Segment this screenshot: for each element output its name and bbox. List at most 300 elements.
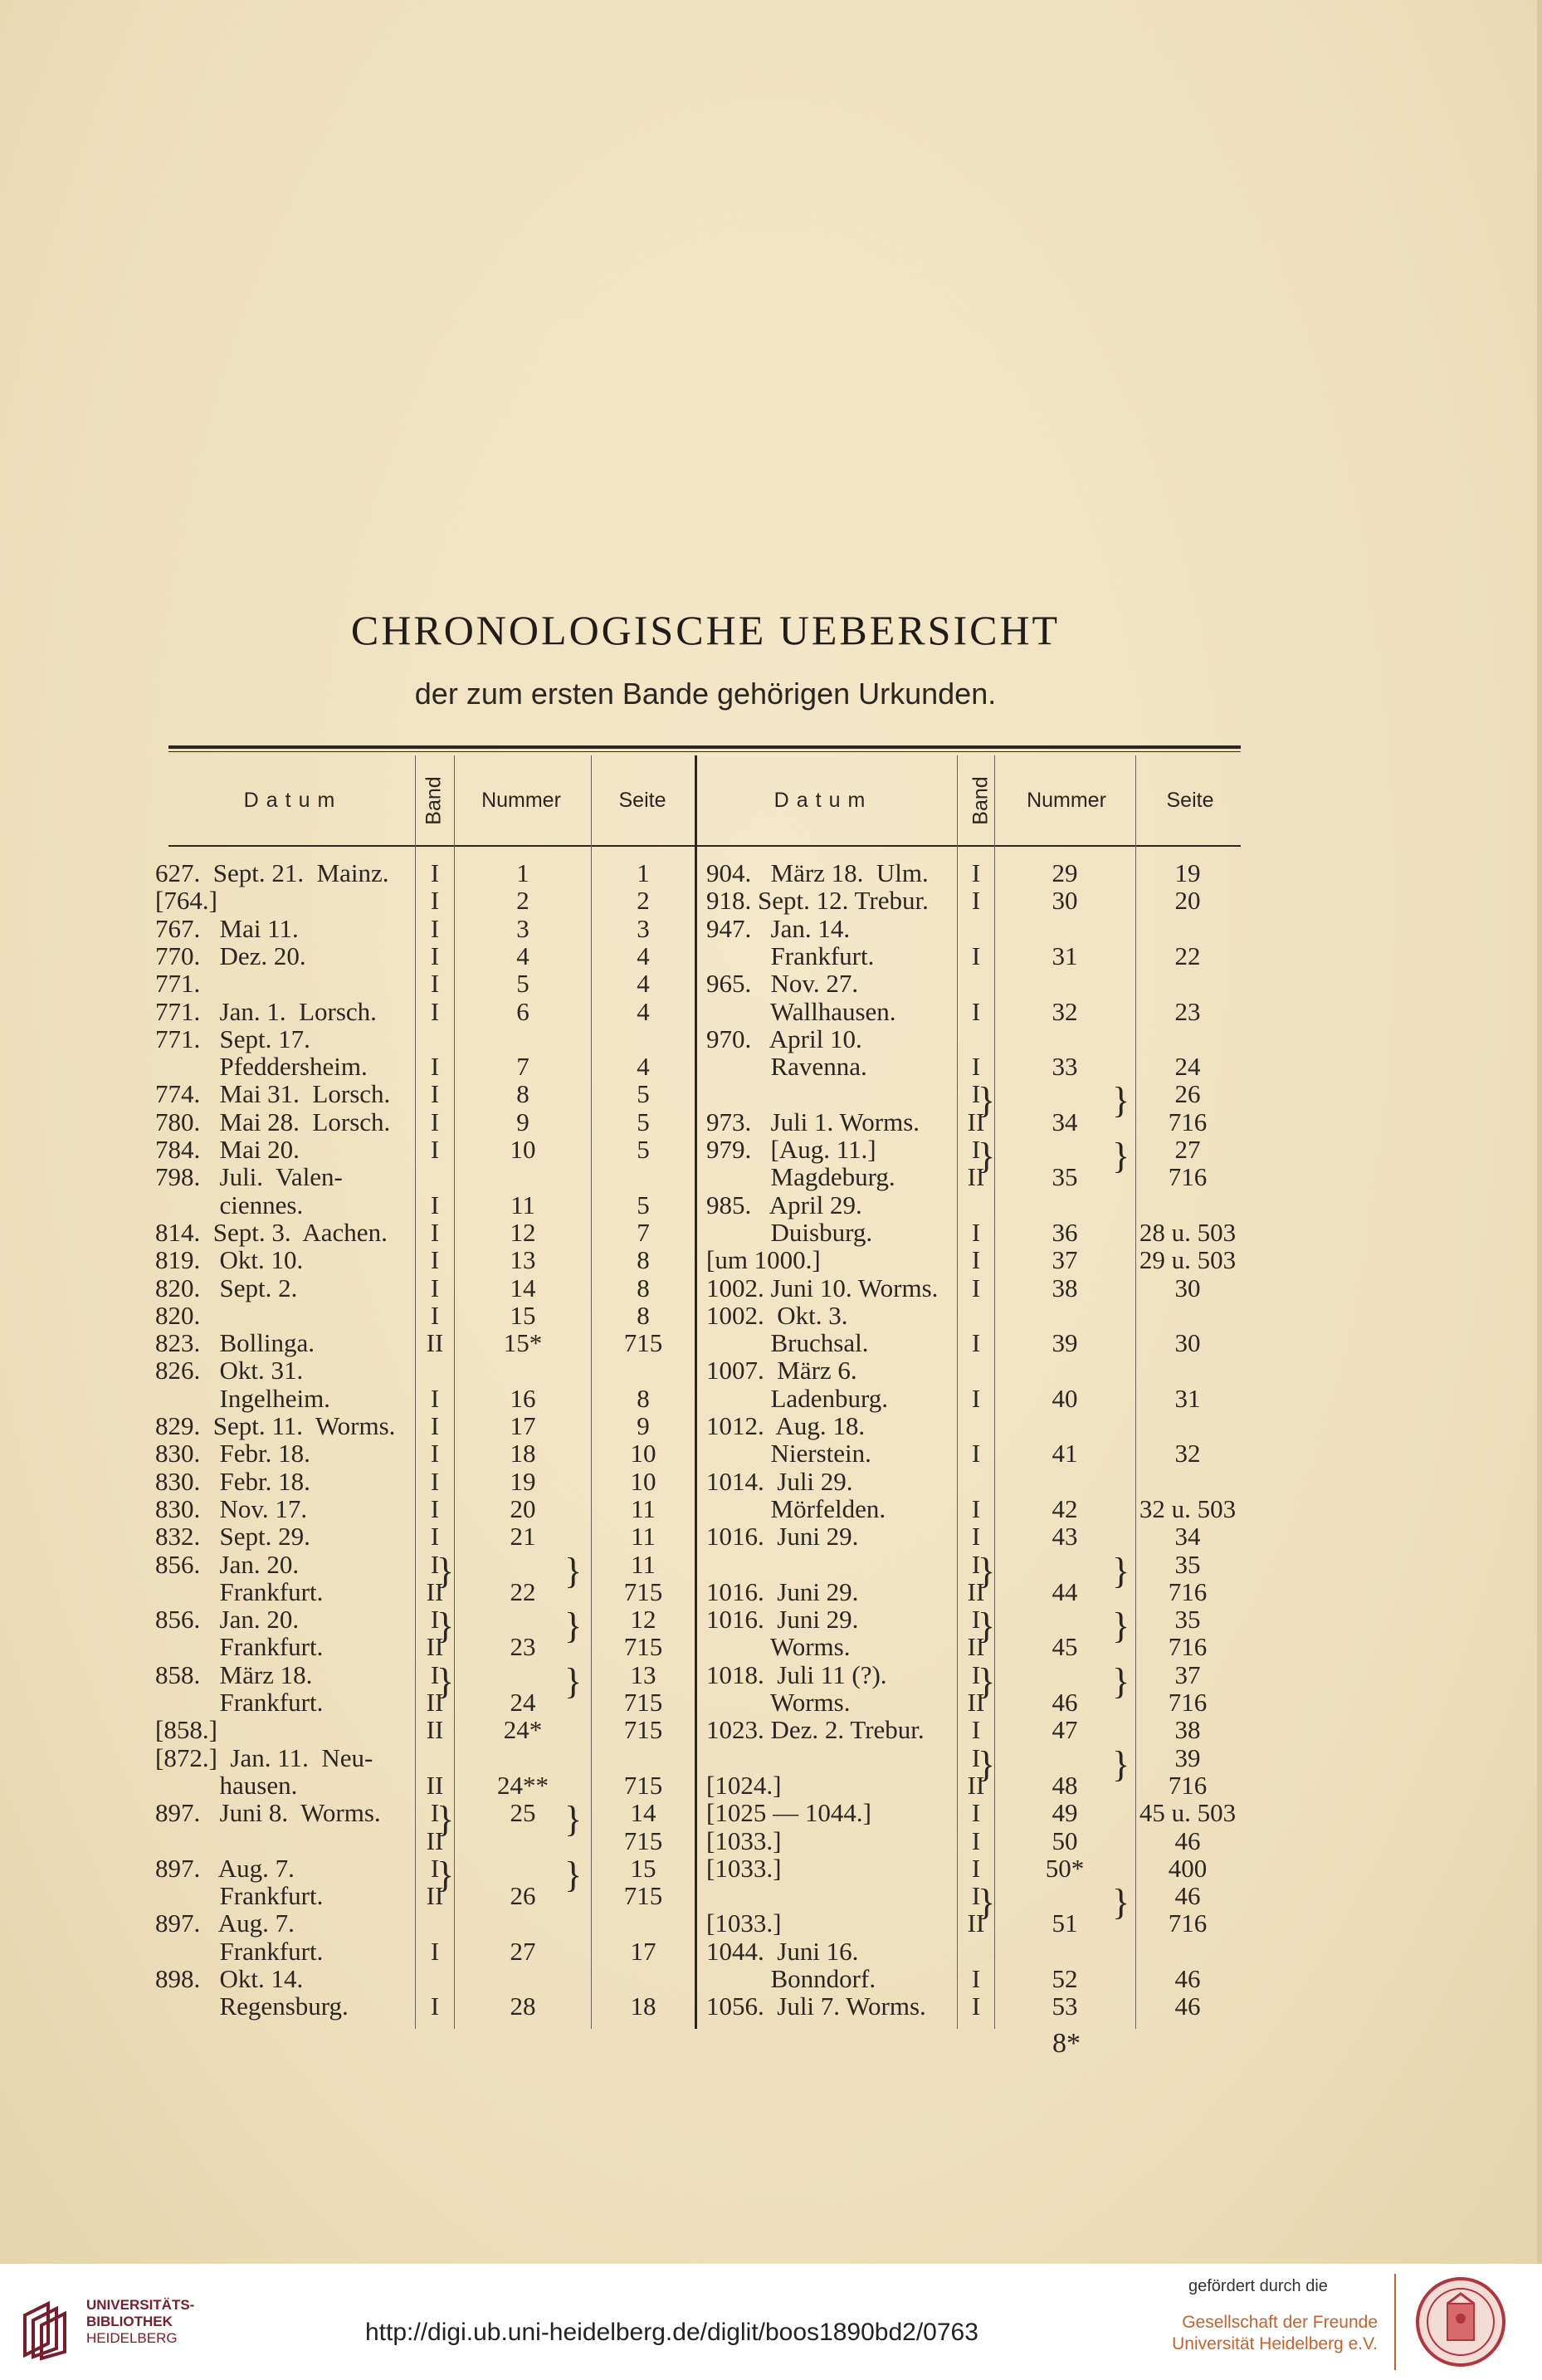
datum-cell: 1018. Juli 11 (?). (706, 1659, 887, 1689)
band-cell: II (426, 1632, 444, 1662)
datum-cell: 814. Sept. 3. Aachen. (155, 1217, 388, 1247)
datum-cell: 898. Okt. 14. (155, 1964, 304, 1993)
nummer-cell: 16 (510, 1383, 536, 1413)
grouping-brace: } (437, 1605, 455, 1647)
band-cell: I (971, 1135, 981, 1164)
datum-cell: [1033.] (706, 1853, 782, 1883)
header-seite-left: Seite (618, 789, 666, 812)
datum-cell: 819. Okt. 10. (155, 1245, 304, 1275)
datum-cell: 771. Jan. 1. Lorsch. (155, 996, 377, 1026)
datum-cell: 973. Juli 1. Worms. (706, 1107, 920, 1136)
seite-cell: 715 (623, 1576, 663, 1606)
seite-cell: 34 (1174, 1522, 1201, 1552)
page-number: 8* (1052, 2028, 1081, 2059)
grouping-brace: } (978, 1882, 996, 1923)
datum-cell: 1016. Juni 29. (706, 1522, 859, 1552)
datum-cell: 1016. Juni 29. (706, 1605, 859, 1635)
nummer-cell: 42 (1052, 1493, 1078, 1523)
band-cell: I (971, 1742, 981, 1772)
seite-cell: 5 (637, 1079, 650, 1109)
band-cell: I (430, 886, 440, 916)
nummer-cell: 13 (510, 1245, 536, 1275)
band-cell: I (971, 1245, 981, 1275)
datum-cell: 1016. Juni 29. (706, 1576, 859, 1606)
nummer-cell: 18 (510, 1439, 536, 1469)
datum-cell: 832. Sept. 29. (155, 1522, 310, 1552)
datum-cell: 856. Jan. 20. (155, 1605, 300, 1635)
datum-cell: Magdeburg. (706, 1162, 895, 1192)
grouping-brace: } (1112, 1550, 1130, 1591)
seite-cell: 4 (637, 996, 650, 1026)
grouping-brace: } (978, 1605, 996, 1647)
datum-cell: 897. Aug. 7. (155, 1908, 295, 1938)
band-cell: I (430, 913, 440, 943)
grouping-brace: } (1112, 1605, 1130, 1647)
datum-cell: Ravenna. (706, 1052, 867, 1082)
band-cell: I (430, 1522, 440, 1552)
library-logo-icon (15, 2297, 80, 2362)
grouping-brace: } (978, 1080, 996, 1122)
band-cell: I (430, 1493, 440, 1523)
band-cell: I (430, 858, 440, 887)
seite-cell: 8 (637, 1383, 650, 1413)
seite-cell: 22 (1174, 941, 1201, 970)
nummer-cell: 53 (1052, 1991, 1078, 2021)
seite-cell: 11 (631, 1522, 656, 1552)
band-cell: I (430, 1853, 440, 1883)
nummer-cell: 10 (510, 1135, 536, 1164)
nummer-cell: 23 (510, 1632, 536, 1662)
datum-cell: Frankfurt. (155, 1576, 324, 1606)
nummer-cell: 29 (1052, 858, 1078, 887)
page-subtitle: der zum ersten Bande gehörigen Urkunden. (414, 677, 997, 711)
datum-cell: 823. Bollinga. (155, 1328, 315, 1358)
seite-cell: 715 (623, 1881, 663, 1911)
seite-cell: 716 (1168, 1576, 1208, 1606)
datum-cell: 904. März 18. Ulm. (706, 858, 929, 887)
datum-cell: Duisburg. (706, 1217, 873, 1247)
datum-cell: Bonndorf. (706, 1964, 876, 1993)
seite-cell: 31 (1174, 1383, 1201, 1413)
nummer-cell: 21 (510, 1522, 536, 1552)
band-cell: I (971, 1964, 981, 1993)
sponsor-divider (1394, 2274, 1396, 2370)
nummer-cell: 52 (1052, 1964, 1078, 1993)
datum-cell: 1044. Juni 16. (706, 1936, 859, 1966)
seite-cell: 45 u. 503 (1139, 1798, 1237, 1828)
seite-cell: 3 (637, 913, 650, 943)
nummer-cell: 43 (1052, 1522, 1078, 1552)
header-seite-right: Seite (1166, 789, 1214, 812)
datum-cell: 780. Mai 28. Lorsch. (155, 1107, 391, 1136)
grouping-brace: } (437, 1799, 455, 1840)
band-cell: II (967, 1162, 985, 1192)
band-cell: I (971, 996, 981, 1026)
seite-cell: 400 (1168, 1853, 1208, 1883)
datum-cell: 826. Okt. 31. (155, 1356, 304, 1385)
datum-cell: 771. Sept. 17. (155, 1024, 310, 1053)
seite-cell: 1 (637, 858, 650, 887)
nummer-cell: 1 (516, 858, 529, 887)
nummer-cell: 41 (1052, 1439, 1078, 1469)
band-cell: I (430, 1659, 440, 1689)
seite-cell: 24 (1174, 1052, 1201, 1082)
band-cell: I (971, 1522, 981, 1552)
datum-cell: 965. Nov. 27. (706, 969, 859, 999)
seite-cell: 8 (637, 1245, 650, 1275)
seite-cell: 20 (1174, 886, 1201, 916)
nummer-cell: 47 (1052, 1715, 1078, 1745)
seite-cell: 32 u. 503 (1139, 1493, 1237, 1523)
band-cell: II (967, 1576, 985, 1606)
seite-cell: 39 (1174, 1742, 1201, 1772)
sponsor-name[interactable] (1154, 2312, 1378, 2355)
grouping-brace: } (1112, 1882, 1130, 1923)
band-cell: I (971, 1052, 981, 1082)
header-datum-right: Datum (773, 789, 873, 812)
datum-cell: 1002. Juni 10. Worms. (706, 1273, 939, 1302)
grouping-brace: } (978, 1136, 996, 1176)
library-name-line1: UNIVERSITÄTS- (86, 2297, 195, 2313)
seite-cell: 46 (1174, 1964, 1201, 1993)
band-cell: II (426, 1715, 444, 1745)
datum-cell: 979. [Aug. 11.] (706, 1135, 876, 1164)
band-cell: I (971, 1825, 981, 1855)
seite-cell: 28 u. 503 (1139, 1217, 1237, 1247)
seite-cell: 17 (630, 1936, 656, 1966)
datum-cell: [um 1000.] (706, 1245, 821, 1275)
seite-cell: 715 (623, 1328, 663, 1358)
nummer-cell: 15* (503, 1328, 543, 1358)
band-cell: II (426, 1576, 444, 1606)
band-cell: II (426, 1770, 444, 1800)
grouping-brace: } (1112, 1080, 1130, 1122)
seite-cell: 30 (1174, 1273, 1201, 1302)
datum-cell: [872.] Jan. 11. Neu- (155, 1742, 373, 1772)
seite-cell: 716 (1168, 1770, 1208, 1800)
nummer-cell: 27 (510, 1936, 536, 1966)
datum-cell: 830. Febr. 18. (155, 1439, 310, 1469)
nummer-cell: 51 (1052, 1908, 1078, 1938)
seite-cell: 4 (637, 1052, 650, 1082)
datum-cell: Worms. (706, 1632, 851, 1662)
library-name-line3: HEIDELBERG (86, 2330, 178, 2346)
datum-cell: Regensburg. (155, 1991, 349, 2021)
band-cell: I (971, 1273, 981, 1302)
seite-cell: 14 (630, 1798, 656, 1828)
band-cell: I (430, 1466, 440, 1496)
datum-cell: Worms. (706, 1688, 851, 1717)
nummer-cell: 50* (1045, 1853, 1085, 1883)
nummer-cell: 12 (510, 1217, 536, 1247)
datum-cell: Nierstein. (706, 1439, 871, 1469)
seite-cell: 26 (1174, 1079, 1201, 1109)
datum-cell: 1012. Aug. 18. (706, 1411, 866, 1440)
datum-cell: [858.] (155, 1715, 217, 1745)
nummer-cell: 8 (516, 1079, 529, 1109)
band-cell: I (430, 1079, 440, 1109)
seite-cell: 4 (637, 969, 650, 999)
grouping-brace: } (978, 1743, 996, 1785)
grouping-brace: } (564, 1854, 583, 1895)
band-cell: I (430, 1605, 440, 1635)
nummer-cell: 6 (516, 996, 529, 1026)
seite-cell: 715 (623, 1688, 663, 1717)
datum-cell: [1033.] (706, 1908, 782, 1938)
datum-cell: Frankfurt. (155, 1632, 324, 1662)
seite-cell: 19 (1174, 858, 1201, 887)
band-cell: I (971, 1328, 981, 1358)
nummer-cell: 20 (510, 1493, 536, 1523)
band-cell: I (971, 886, 981, 916)
datum-cell: 1007. März 6. (706, 1356, 857, 1385)
band-cell: I (971, 858, 981, 887)
band-cell: II (426, 1688, 444, 1717)
nummer-cell: 34 (1052, 1107, 1078, 1136)
header-nummer-right: Nummer (1027, 789, 1106, 812)
header-nummer-left: Nummer (481, 789, 561, 812)
datum-cell: 1056. Juli 7. Worms. (706, 1991, 926, 2021)
datum-cell: Mörfelden. (706, 1493, 886, 1523)
nummer-cell: 39 (1052, 1328, 1078, 1358)
band-cell: I (430, 1273, 440, 1302)
seite-cell: 715 (623, 1715, 663, 1745)
seite-cell: 5 (637, 1135, 650, 1164)
nummer-cell: 36 (1052, 1217, 1078, 1247)
datum-cell: 1014. Juli 29. (706, 1466, 853, 1496)
band-cell: I (430, 1549, 440, 1579)
seite-cell: 46 (1174, 1825, 1201, 1855)
nummer-cell: 31 (1052, 941, 1078, 970)
seite-cell: 27 (1174, 1135, 1201, 1164)
permalink-url[interactable]: http://digi.ub.uni-heidelberg.de/diglit/boos1890bd2/0763 (365, 2319, 978, 2346)
seite-cell: 11 (631, 1549, 656, 1579)
datum-cell: Pfeddersheim. (155, 1052, 368, 1082)
datum-cell: 830. Febr. 18. (155, 1466, 310, 1496)
datum-cell: 970. April 10. (706, 1024, 862, 1053)
grouping-brace: } (1112, 1136, 1130, 1176)
nummer-cell: 7 (516, 1052, 529, 1082)
header-band-left: Band (422, 776, 446, 825)
band-cell: I (971, 941, 981, 970)
seite-cell: 15 (630, 1853, 656, 1883)
nummer-cell: 19 (510, 1466, 536, 1496)
seite-cell: 37 (1174, 1659, 1201, 1689)
table-top-rule (168, 745, 1241, 749)
band-cell: I (971, 1605, 981, 1635)
nummer-cell: 24* (503, 1715, 543, 1745)
nummer-cell: 15 (510, 1300, 536, 1330)
datum-cell: 829. Sept. 11. Worms. (155, 1411, 396, 1440)
seite-cell: 29 u. 503 (1139, 1245, 1237, 1275)
datum-cell: Wallhausen. (706, 996, 896, 1026)
band-cell: I (430, 1439, 440, 1469)
nummer-cell: 40 (1052, 1383, 1078, 1413)
seite-cell: 13 (630, 1659, 656, 1689)
seite-cell: 7 (637, 1217, 650, 1247)
band-cell: I (430, 1300, 440, 1330)
seite-cell: 38 (1174, 1715, 1201, 1745)
datum-cell: 798. Juli. Valen- (155, 1162, 343, 1192)
datum-cell: 820. (155, 1300, 201, 1330)
datum-cell: [764.] (155, 886, 217, 916)
nummer-cell: 24 (510, 1688, 536, 1717)
band-cell: I (971, 1798, 981, 1828)
band-cell: I (971, 1991, 981, 2021)
datum-cell: 771. (155, 969, 201, 999)
datum-cell: 627. Sept. 21. Mainz. (155, 858, 389, 887)
seite-cell: 715 (623, 1825, 663, 1855)
grouping-brace: } (564, 1605, 583, 1647)
band-cell: II (426, 1825, 444, 1855)
seite-cell: 716 (1168, 1688, 1208, 1717)
nummer-cell: 9 (516, 1107, 529, 1136)
band-cell: I (430, 1245, 440, 1275)
datum-cell: Bruchsal. (706, 1328, 869, 1358)
nummer-cell: 14 (510, 1273, 536, 1302)
seite-cell: 10 (630, 1466, 656, 1496)
seite-cell: 715 (623, 1632, 663, 1662)
nummer-cell: 2 (516, 886, 529, 916)
grouping-brace: } (564, 1550, 583, 1591)
band-cell: II (967, 1632, 985, 1662)
band-cell: I (971, 1549, 981, 1579)
seite-cell: 10 (630, 1439, 656, 1469)
nummer-cell: 38 (1052, 1273, 1078, 1302)
band-cell: II (967, 1688, 985, 1717)
datum-cell: 985. April 29. (706, 1190, 862, 1219)
band-cell: I (430, 996, 440, 1026)
seite-cell: 12 (630, 1605, 656, 1635)
band-cell: I (430, 1135, 440, 1164)
band-cell: I (971, 1493, 981, 1523)
nummer-cell: 45 (1052, 1632, 1078, 1662)
band-cell: I (430, 1052, 440, 1082)
seite-cell: 8 (637, 1273, 650, 1302)
sponsor-line2: Universität Heidelberg e.V. (1172, 2334, 1378, 2353)
seite-cell: 716 (1168, 1632, 1208, 1662)
seite-cell: 4 (637, 941, 650, 970)
datum-cell: 897. Aug. 7. (155, 1853, 295, 1883)
seite-cell: 46 (1174, 1991, 1201, 2021)
band-cell: I (971, 1881, 981, 1911)
datum-cell: [1024.] (706, 1770, 782, 1800)
library-name-line2: BIBLIOTHEK (86, 2314, 173, 2329)
seite-cell: 8 (637, 1300, 650, 1330)
band-cell: I (971, 1439, 981, 1469)
band-cell: II (426, 1328, 444, 1358)
footer-bar (0, 2264, 1542, 2380)
datum-cell: Ingelheim. (155, 1383, 330, 1413)
nummer-cell: 30 (1052, 886, 1078, 916)
datum-cell: Frankfurt. (706, 941, 875, 970)
nummer-cell: 28 (510, 1991, 536, 2021)
band-cell: I (430, 1411, 440, 1440)
datum-cell: 1023. Dez. 2. Trebur. (706, 1715, 925, 1745)
nummer-cell: 11 (510, 1190, 535, 1219)
sponsor-intro: gefördert durch die (1188, 2277, 1328, 2295)
band-cell: I (971, 1079, 981, 1109)
grouping-brace: } (564, 1799, 583, 1840)
nummer-cell: 32 (1052, 996, 1078, 1026)
datum-cell: 947. Jan. 14. (706, 913, 851, 943)
seite-cell: 32 (1174, 1439, 1201, 1469)
seite-cell: 2 (637, 886, 650, 916)
datum-cell: Ladenburg. (706, 1383, 888, 1413)
band-cell: II (967, 1107, 985, 1136)
table-header-rule (168, 845, 1241, 847)
band-cell: II (967, 1908, 985, 1938)
band-cell: I (430, 1217, 440, 1247)
nummer-cell: 3 (516, 913, 529, 943)
header-datum-left: Datum (243, 789, 343, 812)
datum-cell: [1025 — 1044.] (706, 1798, 871, 1828)
grouping-brace: } (978, 1550, 996, 1591)
grouping-brace: } (437, 1660, 455, 1702)
seite-cell: 11 (631, 1493, 656, 1523)
datum-cell: 830. Nov. 17. (155, 1493, 308, 1523)
seite-cell: 30 (1174, 1328, 1201, 1358)
band-cell: I (971, 1217, 981, 1247)
page-title: CHRONOLOGISCHE UEBERSICHT (350, 607, 1061, 653)
band-cell: I (430, 1991, 440, 2021)
nummer-cell: 48 (1052, 1770, 1078, 1800)
nummer-cell: 33 (1052, 1052, 1078, 1082)
datum-cell: 1002. Okt. 3. (706, 1300, 848, 1330)
grouping-brace: } (1112, 1743, 1130, 1785)
sponsor-line1: Gesellschaft der Freunde (1182, 2313, 1378, 2332)
datum-cell: 897. Juni 8. Worms. (155, 1798, 381, 1828)
nummer-cell: 17 (510, 1411, 536, 1440)
datum-cell: 770. Dez. 20. (155, 941, 306, 970)
band-cell: I (430, 941, 440, 970)
nummer-cell: 26 (510, 1881, 536, 1911)
datum-cell: ciennes. (155, 1190, 304, 1219)
grouping-brace: } (564, 1660, 583, 1702)
datum-cell: Frankfurt. (155, 1881, 324, 1911)
seite-cell: 716 (1168, 1107, 1208, 1136)
seite-cell: 9 (637, 1411, 650, 1440)
datum-cell: hausen. (155, 1770, 298, 1800)
band-cell: II (426, 1881, 444, 1911)
band-cell: I (430, 1936, 440, 1966)
datum-cell: 767. Mai 11. (155, 913, 299, 943)
nummer-cell: 35 (1052, 1162, 1078, 1192)
nummer-cell: 49 (1052, 1798, 1078, 1828)
datum-cell: 774. Mai 31. Lorsch. (155, 1079, 391, 1109)
grouping-brace: } (1112, 1660, 1130, 1702)
page-edge (1537, 0, 1542, 2264)
nummer-cell: 50 (1052, 1825, 1078, 1855)
nummer-cell: 37 (1052, 1245, 1078, 1275)
grouping-brace: } (437, 1854, 455, 1895)
seite-cell: 18 (630, 1991, 656, 2021)
seite-cell: 5 (637, 1190, 650, 1219)
seite-cell: 716 (1168, 1162, 1208, 1192)
band-cell: I (430, 1798, 440, 1828)
datum-cell: 858. März 18. (155, 1659, 313, 1689)
datum-cell: 856. Jan. 20. (155, 1549, 300, 1579)
table-top-rule-thin (168, 751, 1241, 752)
university-seal-icon (1414, 2275, 1507, 2368)
datum-cell: [1033.] (706, 1825, 782, 1855)
band-cell: I (430, 969, 440, 999)
grouping-brace: } (978, 1660, 996, 1702)
band-cell: I (971, 1383, 981, 1413)
grouping-brace: } (437, 1550, 455, 1591)
center-divider (695, 755, 697, 2029)
nummer-cell: 46 (1052, 1688, 1078, 1717)
